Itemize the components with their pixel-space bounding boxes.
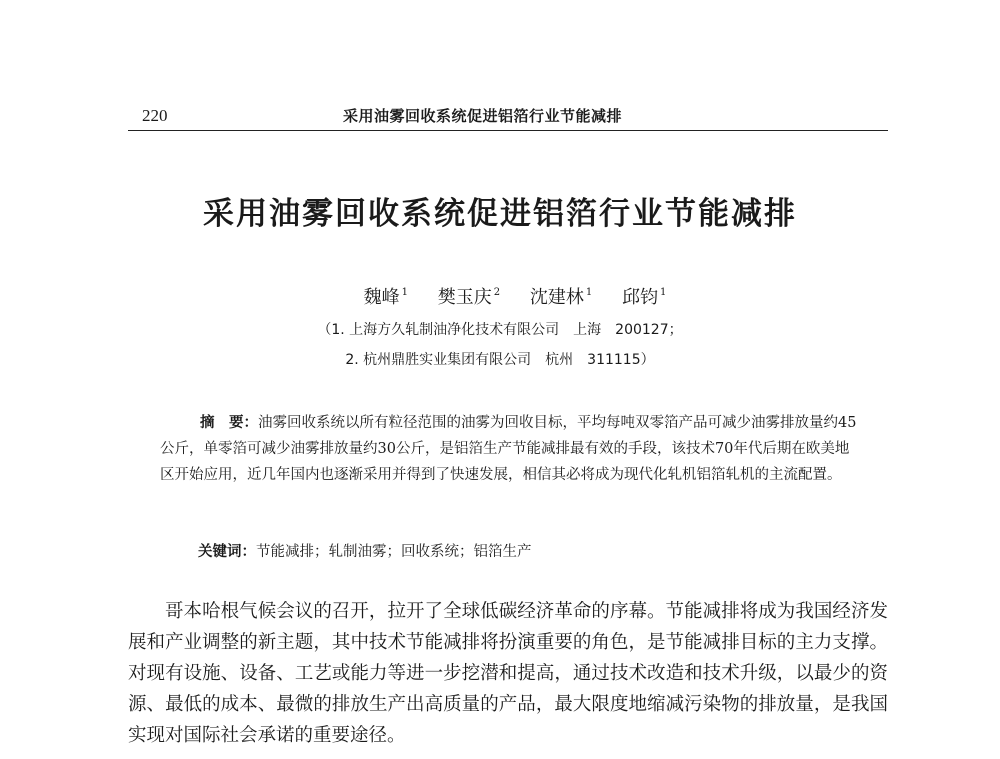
paper-title: 采用油雾回收系统促进铝箔行业节能减排 [203, 196, 797, 232]
affiliation-1: （1. 上海方久轧制油净化技术有限公司 上海 200127； [317, 322, 683, 338]
author [364, 283, 408, 309]
keywords-text: 节能减排；轧制油雾；回收系统；铝箔生产 [256, 544, 532, 560]
author-affiliation-marker: 2 [493, 287, 501, 298]
author-list [0, 283, 1000, 309]
abstract [160, 410, 860, 488]
author [622, 283, 666, 309]
page-number: 220 [142, 106, 168, 125]
author [530, 283, 592, 309]
author [438, 283, 500, 309]
author-affiliation-marker: 1 [585, 287, 593, 298]
author-name: 樊玉庆 [437, 287, 492, 308]
affiliation-2: 2. 杭州鼎胜实业集团有限公司 杭州 311115） [345, 352, 655, 368]
keywords-label: 关键词： [198, 544, 256, 560]
author-name: 魏峰 [363, 287, 400, 308]
abstract-text: 油雾回收系统以所有粒径范围的油雾为回收目标，平均每吨双零箔产品可减少油雾排放量约45公斤，单零箔可减少油雾排放量约30公斤，是铝箔生产节能减排最有效的手段，该技术70年代后期在欧美地区开始应用，近几年国内也逐渐采用并得到了快速发展，相信其必将成为现代化轧机铝箔轧机的主流配置。 [160, 415, 857, 483]
running-header [128, 100, 888, 131]
author-name: 邱钧 [621, 287, 658, 308]
keywords [198, 540, 858, 561]
body-text [128, 596, 888, 751]
abstract-label: 摘 要： [200, 415, 258, 431]
running-title: 采用油雾回收系统促进铝箔行业节能减排 [343, 107, 623, 125]
author-affiliation-marker: 1 [659, 287, 667, 298]
body-paragraph: 哥本哈根气候会议的召开，拉开了全球低碳经济革命的序幕。节能减排将成为我国经济发展和产业调整的新主题，其中技术节能减排将扮演重要的角色，是节能减排目标的主力支撑。对现有设施、设备、工艺或能力等进一步挖潜和提高，通过技术改造和技术升级，以最少的资源、最低的成本、最微的排放生产出高质量的产品，最大限度地缩减污染物的排放量，是我国实现对国际社会承诺的重要途径。 [128, 601, 888, 746]
author-name: 沈建林 [529, 287, 584, 308]
author-affiliation-marker: 1 [401, 287, 409, 298]
